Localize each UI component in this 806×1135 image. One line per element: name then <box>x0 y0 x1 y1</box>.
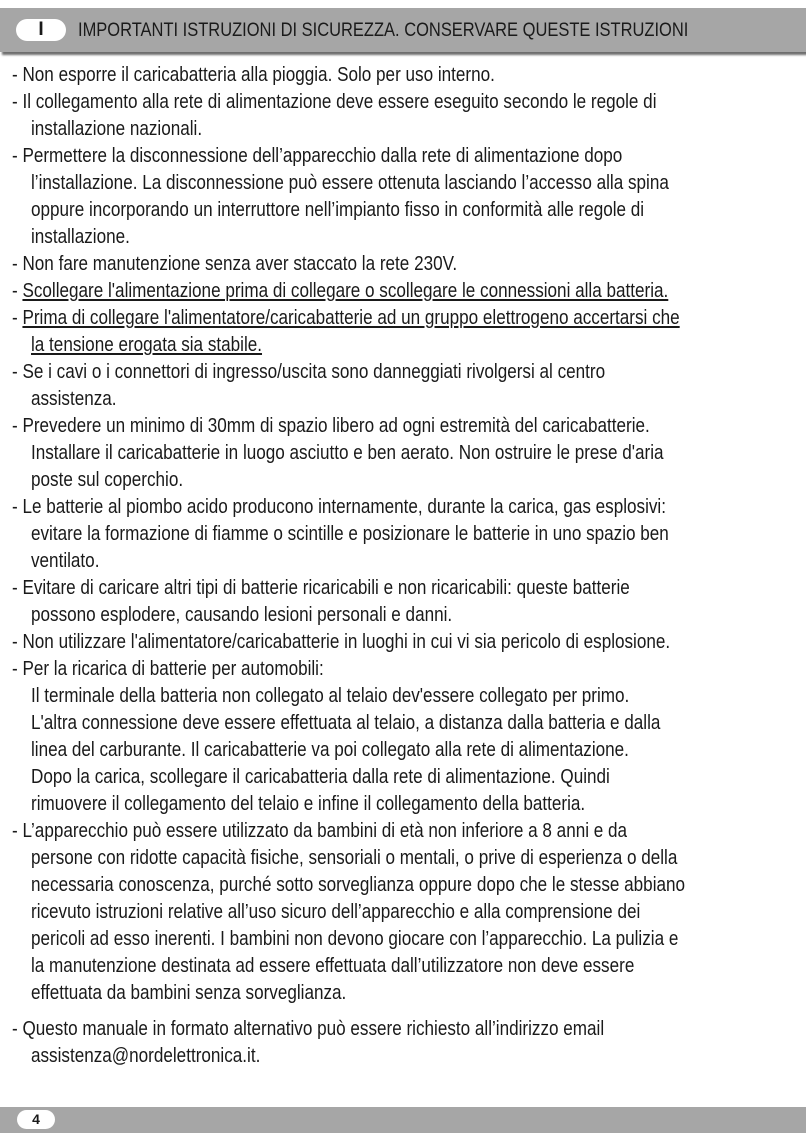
instruction-line: possono esplodere, causando lesioni personali e danni. <box>31 604 453 626</box>
instruction-line: installazione nazionali. <box>31 118 203 140</box>
instruction-line: l’installazione. La disconnessione può essere ottenuta lasciando l’accesso alla spina <box>31 172 669 194</box>
instruction-line: ricevuto istruzioni relative all’uso sicuro dell’apparecchio e alla comprensione dei <box>31 901 641 923</box>
instruction-line: - Non esporre il caricabatteria alla pioggia. Solo per uso interno. <box>12 64 495 86</box>
instruction-line: la manutenzione destinata ad essere effettuata dall’utilizzatore non deve essere <box>31 955 635 977</box>
instruction-line: Installare il caricabatterie in luogo asciutto e ben aerato. Non ostruire le prese d'aria <box>31 442 664 464</box>
instruction-line: evitare la formazione di fiamme o scintille e posizionare le batterie in uno spazio ben <box>31 523 669 545</box>
footer-bar <box>0 1107 806 1133</box>
instruction-line: - Per la ricarica di batterie per automobili: <box>12 658 324 680</box>
underlined-warning: Prima di collegare l'alimentatore/caricabatterie ad un gruppo elettrogeno accertarsi che <box>22 307 680 329</box>
instruction-line: ventilato. <box>31 550 100 572</box>
instruction-line: - Evitare di caricare altri tipi di batterie ricaricabili e non ricaricabili: queste batterie <box>12 577 630 599</box>
instruction-line-underlined: - Scollegare l'alimentazione prima di collegare o scollegare le connessioni alla batteria. <box>12 280 669 302</box>
instruction-line: assistenza. <box>31 388 117 410</box>
instruction-line: persone con ridotte capacità fisiche, sensoriali o mentali, o prive di esperienza o della <box>31 847 678 869</box>
language-badge: I <box>16 19 66 41</box>
header-bar <box>0 8 806 52</box>
contact-email: assistenza@nordelettronica.it. <box>31 1045 261 1067</box>
instruction-line: - Non fare manutenzione senza aver staccato la rete 230V. <box>12 253 458 275</box>
page-number: 4 <box>17 1110 55 1129</box>
instruction-line: - Il collegamento alla rete di alimentazione deve essere eseguito secondo le regole di <box>12 91 657 113</box>
instruction-line: Il terminale della batteria non collegato al telaio dev'essere collegato per primo. <box>31 685 630 707</box>
instruction-line: rimuovere il collegamento del telaio e infine il collegamento della batteria. <box>31 793 586 815</box>
instruction-line: installazione. <box>31 226 130 248</box>
instruction-line: - Questo manuale in formato alternativo può essere richiesto all’indirizzo email <box>12 1018 605 1040</box>
instruction-line: - L’apparecchio può essere utilizzato da bambini di età non inferiore a 8 anni e da <box>12 820 628 842</box>
instruction-line: pericoli ad esso inerenti. I bambini non devono giocare con l’apparecchio. La pulizia e <box>31 928 679 950</box>
instruction-line: necessaria conoscenza, purché sotto sorveglianza oppure dopo che le stesse abbiano <box>31 874 686 896</box>
instruction-line-underlined: - Prima di collegare l'alimentatore/caricabatterie ad un gruppo elettrogeno accertarsi che <box>12 307 680 329</box>
underlined-warning: la tensione erogata sia stabile. <box>31 334 263 356</box>
instruction-line: - Prevedere un minimo di 30mm di spazio libero ad ogni estremità del caricabatterie. <box>12 415 650 437</box>
instruction-line: - Non utilizzare l'alimentatore/caricabatterie in luoghi in cui vi sia pericolo di esplosione. <box>12 631 671 653</box>
instruction-line: - Permettere la disconnessione dell’apparecchio dalla rete di alimentazione dopo <box>12 145 623 167</box>
instruction-line: L'altra connessione deve essere effettuata al telaio, a distanza dalla batteria e dalla <box>31 712 661 734</box>
instruction-line: effettuata da bambini senza sorveglianza. <box>31 982 347 1004</box>
page-title: IMPORTANTI ISTRUZIONI DI SICUREZZA. CONSERVARE QUESTE ISTRUZIONI <box>78 19 689 41</box>
instruction-line: - Se i cavi o i connettori di ingresso/uscita sono danneggiati rivolgersi al centro <box>12 361 606 383</box>
instruction-line: linea del carburante. Il caricabatterie va poi collegato alla rete di alimentazione. <box>31 739 629 761</box>
instruction-line: - Le batterie al piombo acido producono internamente, durante la carica, gas esplosivi: <box>12 496 666 518</box>
underlined-warning: Scollegare l'alimentazione prima di collegare o scollegare le connessioni alla batteria. <box>22 280 669 302</box>
instruction-line: Dopo la carica, scollegare il caricabatteria dalla rete di alimentazione. Quindi <box>31 766 610 788</box>
instruction-line-underlined <box>31 332 262 359</box>
instruction-line: oppure incorporando un interruttore nell’impianto fisso in conformità alle regole di <box>31 199 645 221</box>
instruction-line: poste sul coperchio. <box>31 469 184 491</box>
